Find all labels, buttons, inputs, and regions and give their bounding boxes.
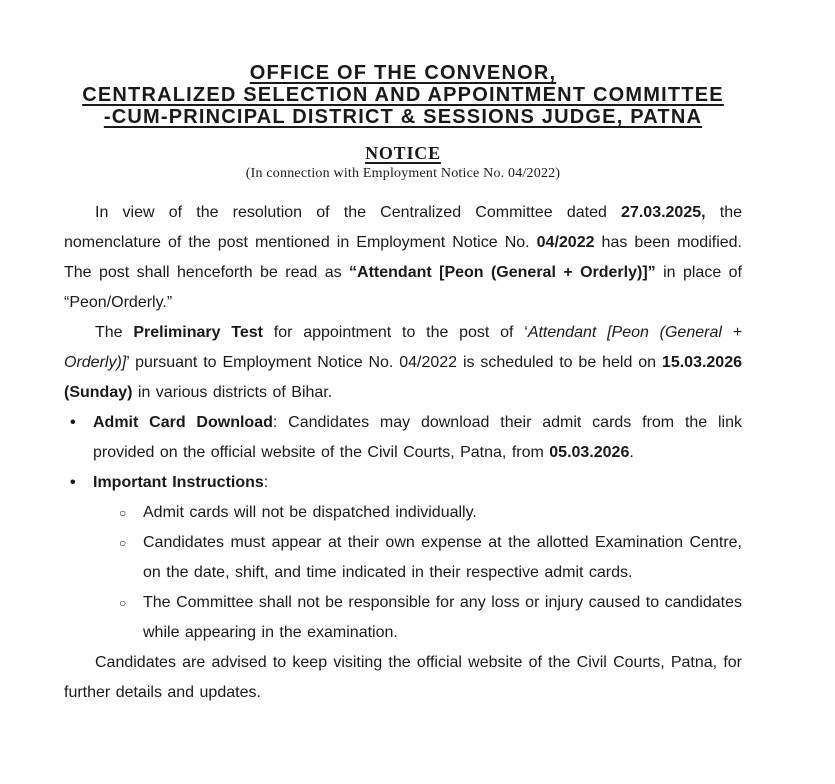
sub-bullet-dispatch: [64, 498, 742, 528]
bullet-important-instructions: [64, 468, 742, 498]
header-committee-line: CENTRALIZED SELECTION AND APPOINTMENT COMMITTEE: [82, 84, 724, 106]
circle-bullet-icon: ○: [119, 596, 127, 610]
header-office-line: OFFICE OF THE CONVENOR,: [249, 62, 557, 84]
circle-bullet-icon: ○: [119, 506, 127, 520]
sub-bullet-expense-text: Candidates must appear at their own expense at the allotted Examination Centre, on the date, shift, and time indicated in their respective admit cards.: [143, 534, 742, 581]
paragraph-preliminary-test: The Preliminary Test for appointment to the post of ‘Attendant [Peon (General + Orderly)]’ pursuant to Employment Notice No. 04/2022 is scheduled to be held on 15.03.2026 (Sunday) in various districts of Bihar.: [64, 324, 743, 401]
sub-bullet-expense: [64, 528, 742, 588]
bullet-admit-card-download-text: Admit Card Download: Candidates may download their admit cards from the link provided on the official website of the Civil Courts, Patna, from 05.03.2026.: [93, 414, 743, 461]
header-judge-line: -CUM-PRINCIPAL DISTRICT & SESSIONS JUDGE, PATNA: [103, 106, 703, 128]
document-body: [64, 198, 742, 708]
bullet-admit-card-download: [64, 408, 742, 468]
notice-title: NOTICE: [365, 143, 441, 163]
notice-subtitle: (In connection with Employment Notice No. 04/2022): [245, 166, 561, 181]
paragraph-nomenclature: In view of the resolution of the Centralized Committee dated 27.03.2025, the nomenclature of the post mentioned in Employment Notice No. 04/2022 has been modified. The post shall henceforth be read as “Attendant [Peon (General + Orderly)]” in place of “Peon/Orderly.”: [64, 204, 743, 311]
bullet-icon: •: [70, 414, 76, 431]
bullet-important-instructions-text: Important Instructions:: [93, 474, 269, 491]
circle-bullet-icon: ○: [119, 536, 127, 550]
paragraph-closing: Candidates are advised to keep visiting the official website of the Civil Courts, Patna, for further details and updates.: [64, 654, 742, 701]
sub-bullet-responsibility: [64, 588, 742, 648]
sub-bullet-dispatch-text: Admit cards will not be dispatched individually.: [143, 504, 477, 521]
document-header: [64, 62, 742, 128]
notice-title-block: [64, 143, 742, 182]
bullet-icon: •: [70, 474, 76, 491]
sub-bullet-responsibility-text: The Committee shall not be responsible for any loss or injury caused to candidates while appearing in the examination.: [143, 594, 742, 641]
